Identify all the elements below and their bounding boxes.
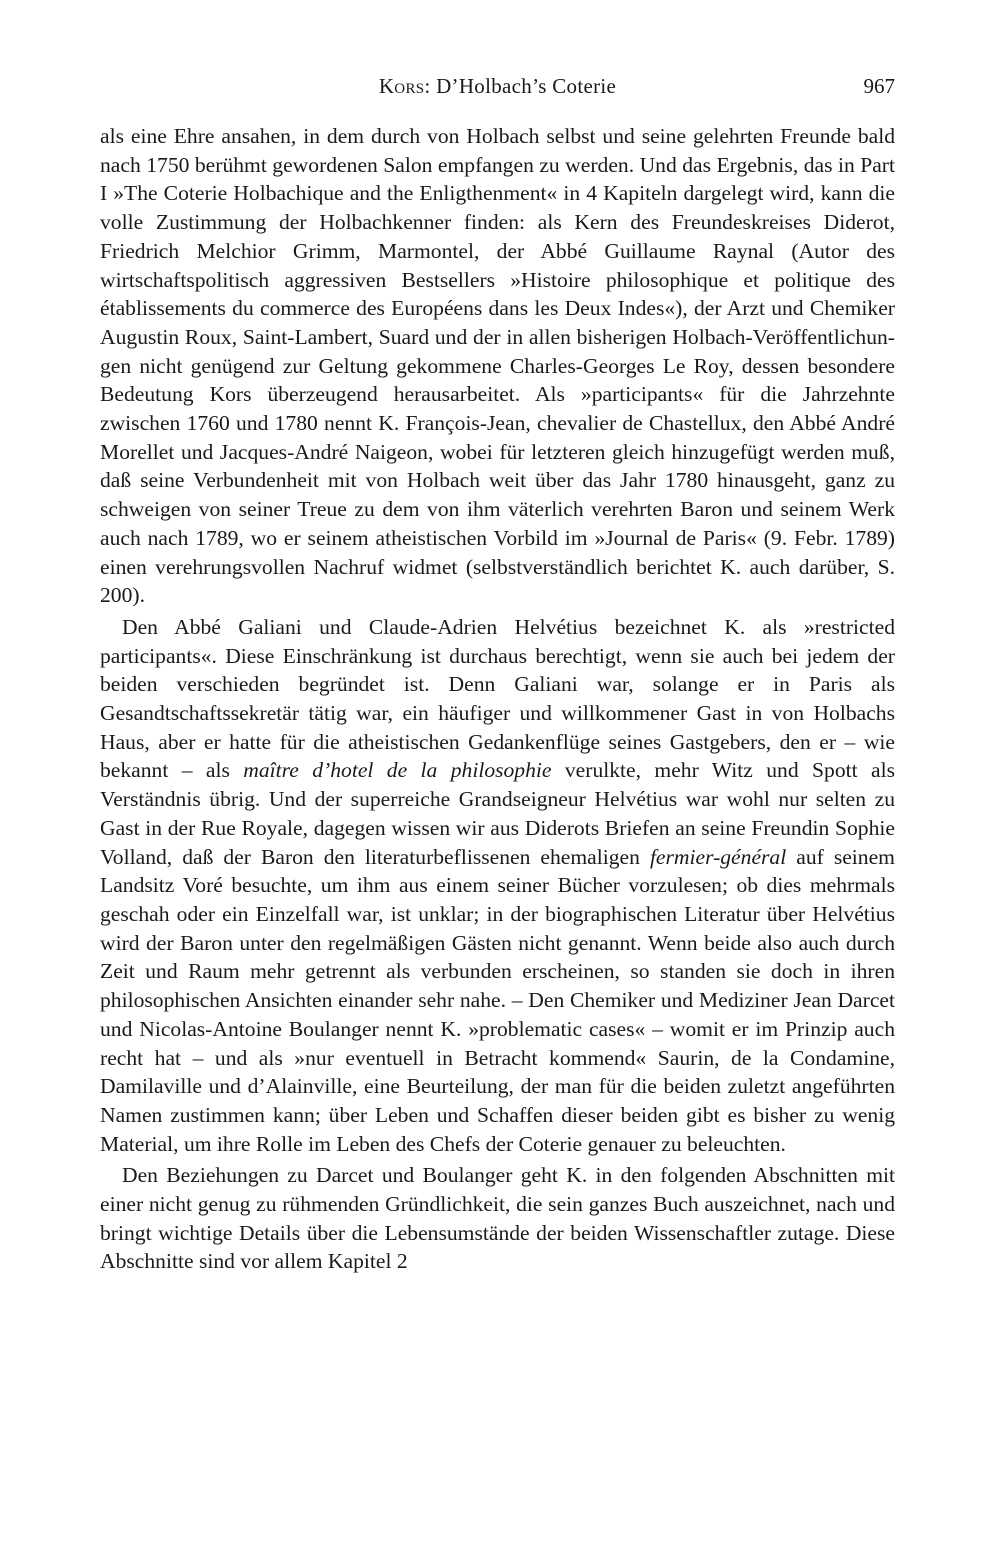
paragraph-2 bbox=[100, 613, 895, 1158]
paragraph-3-text: Den Beziehungen zu Darcet und Boulanger geht K. in den folgenden Abschnitten mit einer nicht genug zu rühmenden Gründlichkeit, die sein ganzes Buch auszeichnet, nach und bringt wichtige Details über die Lebensumstände der beiden Wissenschaftler zutage. Diese Abschnitte sind vor allem Kapitel 2 bbox=[100, 1163, 895, 1274]
paragraph-3 bbox=[100, 1161, 895, 1276]
running-title-author: Kors bbox=[378, 74, 425, 98]
article-body bbox=[100, 122, 895, 1276]
page-number: 967 bbox=[863, 74, 895, 98]
running-title bbox=[100, 74, 895, 99]
italic-phrase-maitre-dhotel: maître d’hotel de la philosophie bbox=[243, 758, 552, 783]
paragraph-1-text: als eine Ehre ansahen, in dem durch von Holbach selbst und seine gelehrten Freunde bald nach 1750 berühmt gewordenen Salon empfangen zu werden. Und das Ergebnis, das in Part I »The Coterie Holbachique and the Enligthenment« in 4 Kapiteln dargelegt wird, kann die volle Zustimmung der Holbachkenner finden: als Kern des Freundeskreises Diderot, Friedrich Melchior Grimm, Marmontel, der Abbé Guillaume Raynal (Autor des wirtschaftspolitisch aggressiven Bestsellers »Histoire philosophique et politique des établissements du commerce des Européens dans les Deux Indes«), der Arzt und Chemiker Augustin Roux, Saint-Lambert, Suard und der in allen bisherigen Holbach-Veröffentlichungen nicht genügend zur Geltung gekommene Charles-Georges Le Roy, dessen besondere Bedeutung Kors überzeugend herausarbeitet. Als »participants« für die Jahrzehnte zwischen 1760 und 1780 nennt K. François-Jean, chevalier de Chastellux, den Abbé André Morellet und Jacques-André Naigeon, wobei für letzteren gleich hinzugefügt werden muß, daß seine Verbundenheit mit von Holbach weit über das Jahr 1780 hinausgeht, ganz zu schweigen von seiner Treue zu dem von ihm väterlich verehrten Baron und seinem Werk auch nach 1789, wo er seinem atheistischen Vorbild im »Journal de Paris« (9. Febr. 1789) einen verehrungsvollen Nachruf widmet (selbstverständlich berichtet K. auch darüber, S. 200). bbox=[100, 124, 895, 608]
paragraph-2-text-b: verulkte, mehr Witz und Spott als Verständnis übrig. Und der superreiche Grandseigneur Helvétius war wohl nur selten zu Gast in der Rue Royale, dagegen wissen wir aus Diderots Briefen an seine Freundin Sophie Volland, daß der Baron den literaturbeflissenen ehemaligen bbox=[100, 758, 895, 869]
running-title-rest: : D’Holbach’s Coterie bbox=[424, 74, 617, 98]
paragraph-2-text-a: Den Abbé Galiani und Claude-Adrien Helvétius bezeichnet K. als »restricted participants«. Diese Einschränkung ist durchaus berechtigt, wenn sie auch bei jedem der beiden verschieden begründet ist. Denn Galiani war, solange er in Paris als Gesandtschaftssekretär tätig war, ein häufiger und willkommener Gast in von Holbachs Haus, aber er hatte für die atheistischen Gedankenflüge seines Gastgebers, den er – wie bekannt – als bbox=[100, 614, 895, 783]
paragraph-1 bbox=[100, 122, 895, 610]
italic-phrase-fermier-general: fermier-général bbox=[649, 844, 787, 869]
paragraph-2-text-c: auf seinem Landsitz Voré besuchte, um ihm aus einem seiner Bücher vorzulesen; ob dies mehrmals geschah oder ein Einzelfall war, ist unklar; in der biographischen Literatur über Helvétius wird der Baron unter den regelmäßigen Gästen nicht genannt. Wenn beide also auch durch Zeit und Raum mehr getrennt als verbunden erscheinen, so standen sie doch in ihren philosophischen Ansichten einander sehr nahe. – Den Chemiker und Mediziner Jean Darcet und Nicolas-Antoine Boulanger nennt K. »problematic cases« – womit er im Prinzip auch recht hat – und als »nur eventuell in Betracht kommend« Saurin, de la Condamine, Damilaville und d’Alainville, eine Beurteilung, der man für die beiden zuletzt angeführten Namen zustimmen kann; über Leben und Schaffen dieser beiden gibt es bisher zu wenig Material, um ihre Rolle im Leben des Chefs der Coterie genauer zu beleuchten. bbox=[100, 844, 895, 1156]
running-head bbox=[100, 74, 895, 104]
